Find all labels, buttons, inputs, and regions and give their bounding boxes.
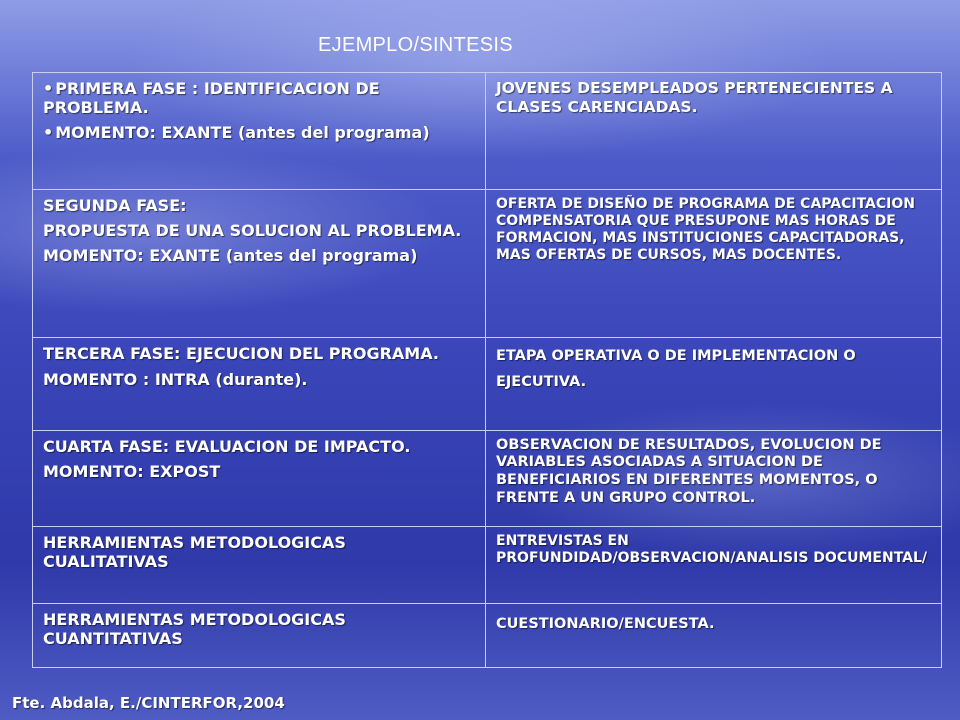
- phase-4-moment: MOMENTO: EXPOST: [43, 461, 221, 481]
- phase-1-name: • PRIMERA FASE : IDENTIFICACION DE PROBLEMA.: [43, 79, 477, 117]
- phase-4-name: CUARTA FASE: EVALUACION DE IMPACTO.: [43, 436, 411, 456]
- description-cell-2: OFERTA DE DISEÑO DE PROGRAMA DE CAPACITACION COMPENSATORIA QUE PRESUPONE MAS HORAS DE FORMACION, MAS INSTITUCIONES CAPACITADORAS, MAS OFERTAS DE CURSOS, MAS DOCENTES.: [486, 189, 942, 338]
- phase-3-moment: MOMENTO : INTRA (durante).: [43, 369, 308, 389]
- tools-qualitative-label: HERRAMIENTAS METODOLOGICAS CUALITATIVAS: [33, 527, 486, 603]
- phase-2-moment: MOMENTO: EXANTE (antes del programa): [43, 245, 418, 265]
- phase-cell-3: [33, 338, 486, 430]
- table-row-cuarta-fase: [33, 430, 942, 526]
- table-row-tercera-fase: [33, 338, 942, 430]
- phase-2-name: SEGUNDA FASE:: [43, 195, 187, 215]
- table-row-herramientas-cuantitativas: [33, 603, 942, 667]
- phase-cell-2: [33, 189, 486, 338]
- table-row-herramientas-cualitativas: [33, 527, 942, 603]
- source-citation: Fte. Abdala, E./CINTERFOR,2004: [12, 694, 285, 712]
- synthesis-table: [32, 72, 942, 668]
- slide-title: EJEMPLO/SINTESIS: [318, 34, 513, 56]
- description-cell-3: ETAPA OPERATIVA O DE IMPLEMENTACION O EJECUTIVA.: [486, 338, 942, 430]
- phase-2-proposal: PROPUESTA DE UNA SOLUCION AL PROBLEMA.: [43, 220, 462, 240]
- tools-qualitative-description: ENTREVISTAS EN PROFUNDIDAD/OBSERVACION/ANALISIS DOCUMENTAL/: [486, 527, 942, 603]
- phase-1-moment: • MOMENTO: EXANTE (antes del programa): [43, 123, 477, 142]
- phase-cell-4: [33, 430, 486, 526]
- table-row-segunda-fase: [33, 189, 942, 338]
- description-cell-4: OBSERVACION DE RESULTADOS, EVOLUCION DE VARIABLES ASOCIADAS A SITUACION DE BENEFICIARIOS EN DIFERENTES MOMENTOS, O FRENTE A UN GRUPO CONTROL.: [486, 430, 942, 526]
- table-row-primera-fase: [33, 73, 942, 190]
- tools-quantitative-label: HERRAMIENTAS METODOLOGICAS CUANTITATIVAS: [33, 603, 486, 667]
- phase-3-name: TERCERA FASE: EJECUCION DEL PROGRAMA.: [43, 344, 439, 364]
- phase-cell-1: [33, 73, 486, 190]
- description-cell-1: JOVENES DESEMPLEADOS PERTENECIENTES A CLASES CARENCIADAS.: [486, 73, 942, 190]
- tools-quantitative-description: CUESTIONARIO/ENCUESTA.: [486, 603, 942, 667]
